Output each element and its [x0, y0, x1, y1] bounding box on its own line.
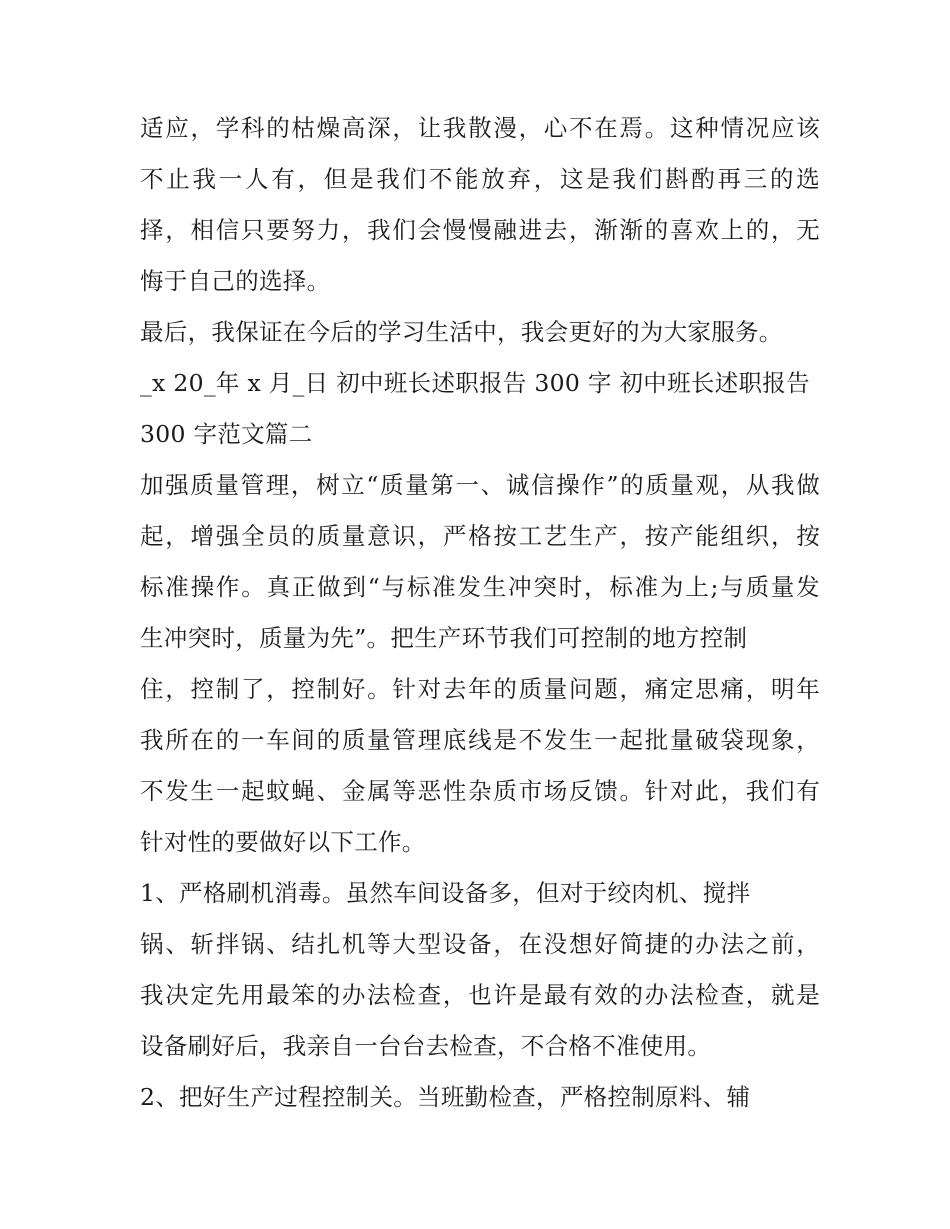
text-line: 我所在的一车间的质量管理底线是不发生一起批量破袋现象，	[140, 726, 820, 754]
text-line: 不止我一人有，但是我们不能放弃，这是我们斟酌再三的选	[140, 165, 820, 193]
text-line: 起，增强全员的质量意识，严格按工艺生产，按产能组织，按	[140, 522, 820, 550]
text-line: 不发生一起蚊蝇、金属等恶性杂质市场反馈。针对此，我们有	[140, 777, 820, 805]
text-line: 1、严格刷机消毒。虽然车间设备多，但对于绞肉机、搅拌	[140, 879, 751, 907]
text-line: _x 20_年 x 月_日 初中班长述职报告 300 字 初中班长述职报告	[140, 369, 810, 397]
text-line: 生冲突时，质量为先”。把生产环节我们可控制的地方控制	[140, 624, 748, 652]
text-line: 适应，学科的枯燥高深，让我散漫，心不在焉。这种情况应该	[140, 114, 820, 142]
text-line: 2、把好生产过程控制关。当班勤检查，严格控制原料、辅	[140, 1083, 751, 1111]
text-line: 择，相信只要努力，我们会慢慢融进去，渐渐的喜欢上的，无	[140, 216, 820, 244]
document-body	[140, 103, 820, 1123]
text-line: 我决定先用最笨的办法检查，也许是最有效的办法检查，就是	[140, 981, 820, 1009]
text-line: 设备刷好后，我亲自一台台去检查，不合格不准使用。	[140, 1032, 712, 1060]
text-line: 最后，我保证在今后的学习生活中，我会更好的为大家服务。	[140, 318, 783, 346]
text-line: 住，控制了，控制好。针对去年的质量问题，痛定思痛，明年	[140, 675, 820, 703]
text-line: 标准操作。真正做到“与标准发生冲突时，标准为上;与质量发	[140, 573, 820, 601]
text-line: 加强质量管理，树立“质量第一、诚信操作”的质量观，从我做	[140, 471, 820, 499]
text-line: 悔于自己的选择。	[140, 267, 331, 295]
text-line: 针对性的要做好以下工作。	[140, 828, 426, 856]
text-line: 300 字范文篇二	[140, 420, 313, 448]
text-line: 锅、斩拌锅、结扎机等大型设备，在没想好简捷的办法之前，	[140, 930, 820, 958]
